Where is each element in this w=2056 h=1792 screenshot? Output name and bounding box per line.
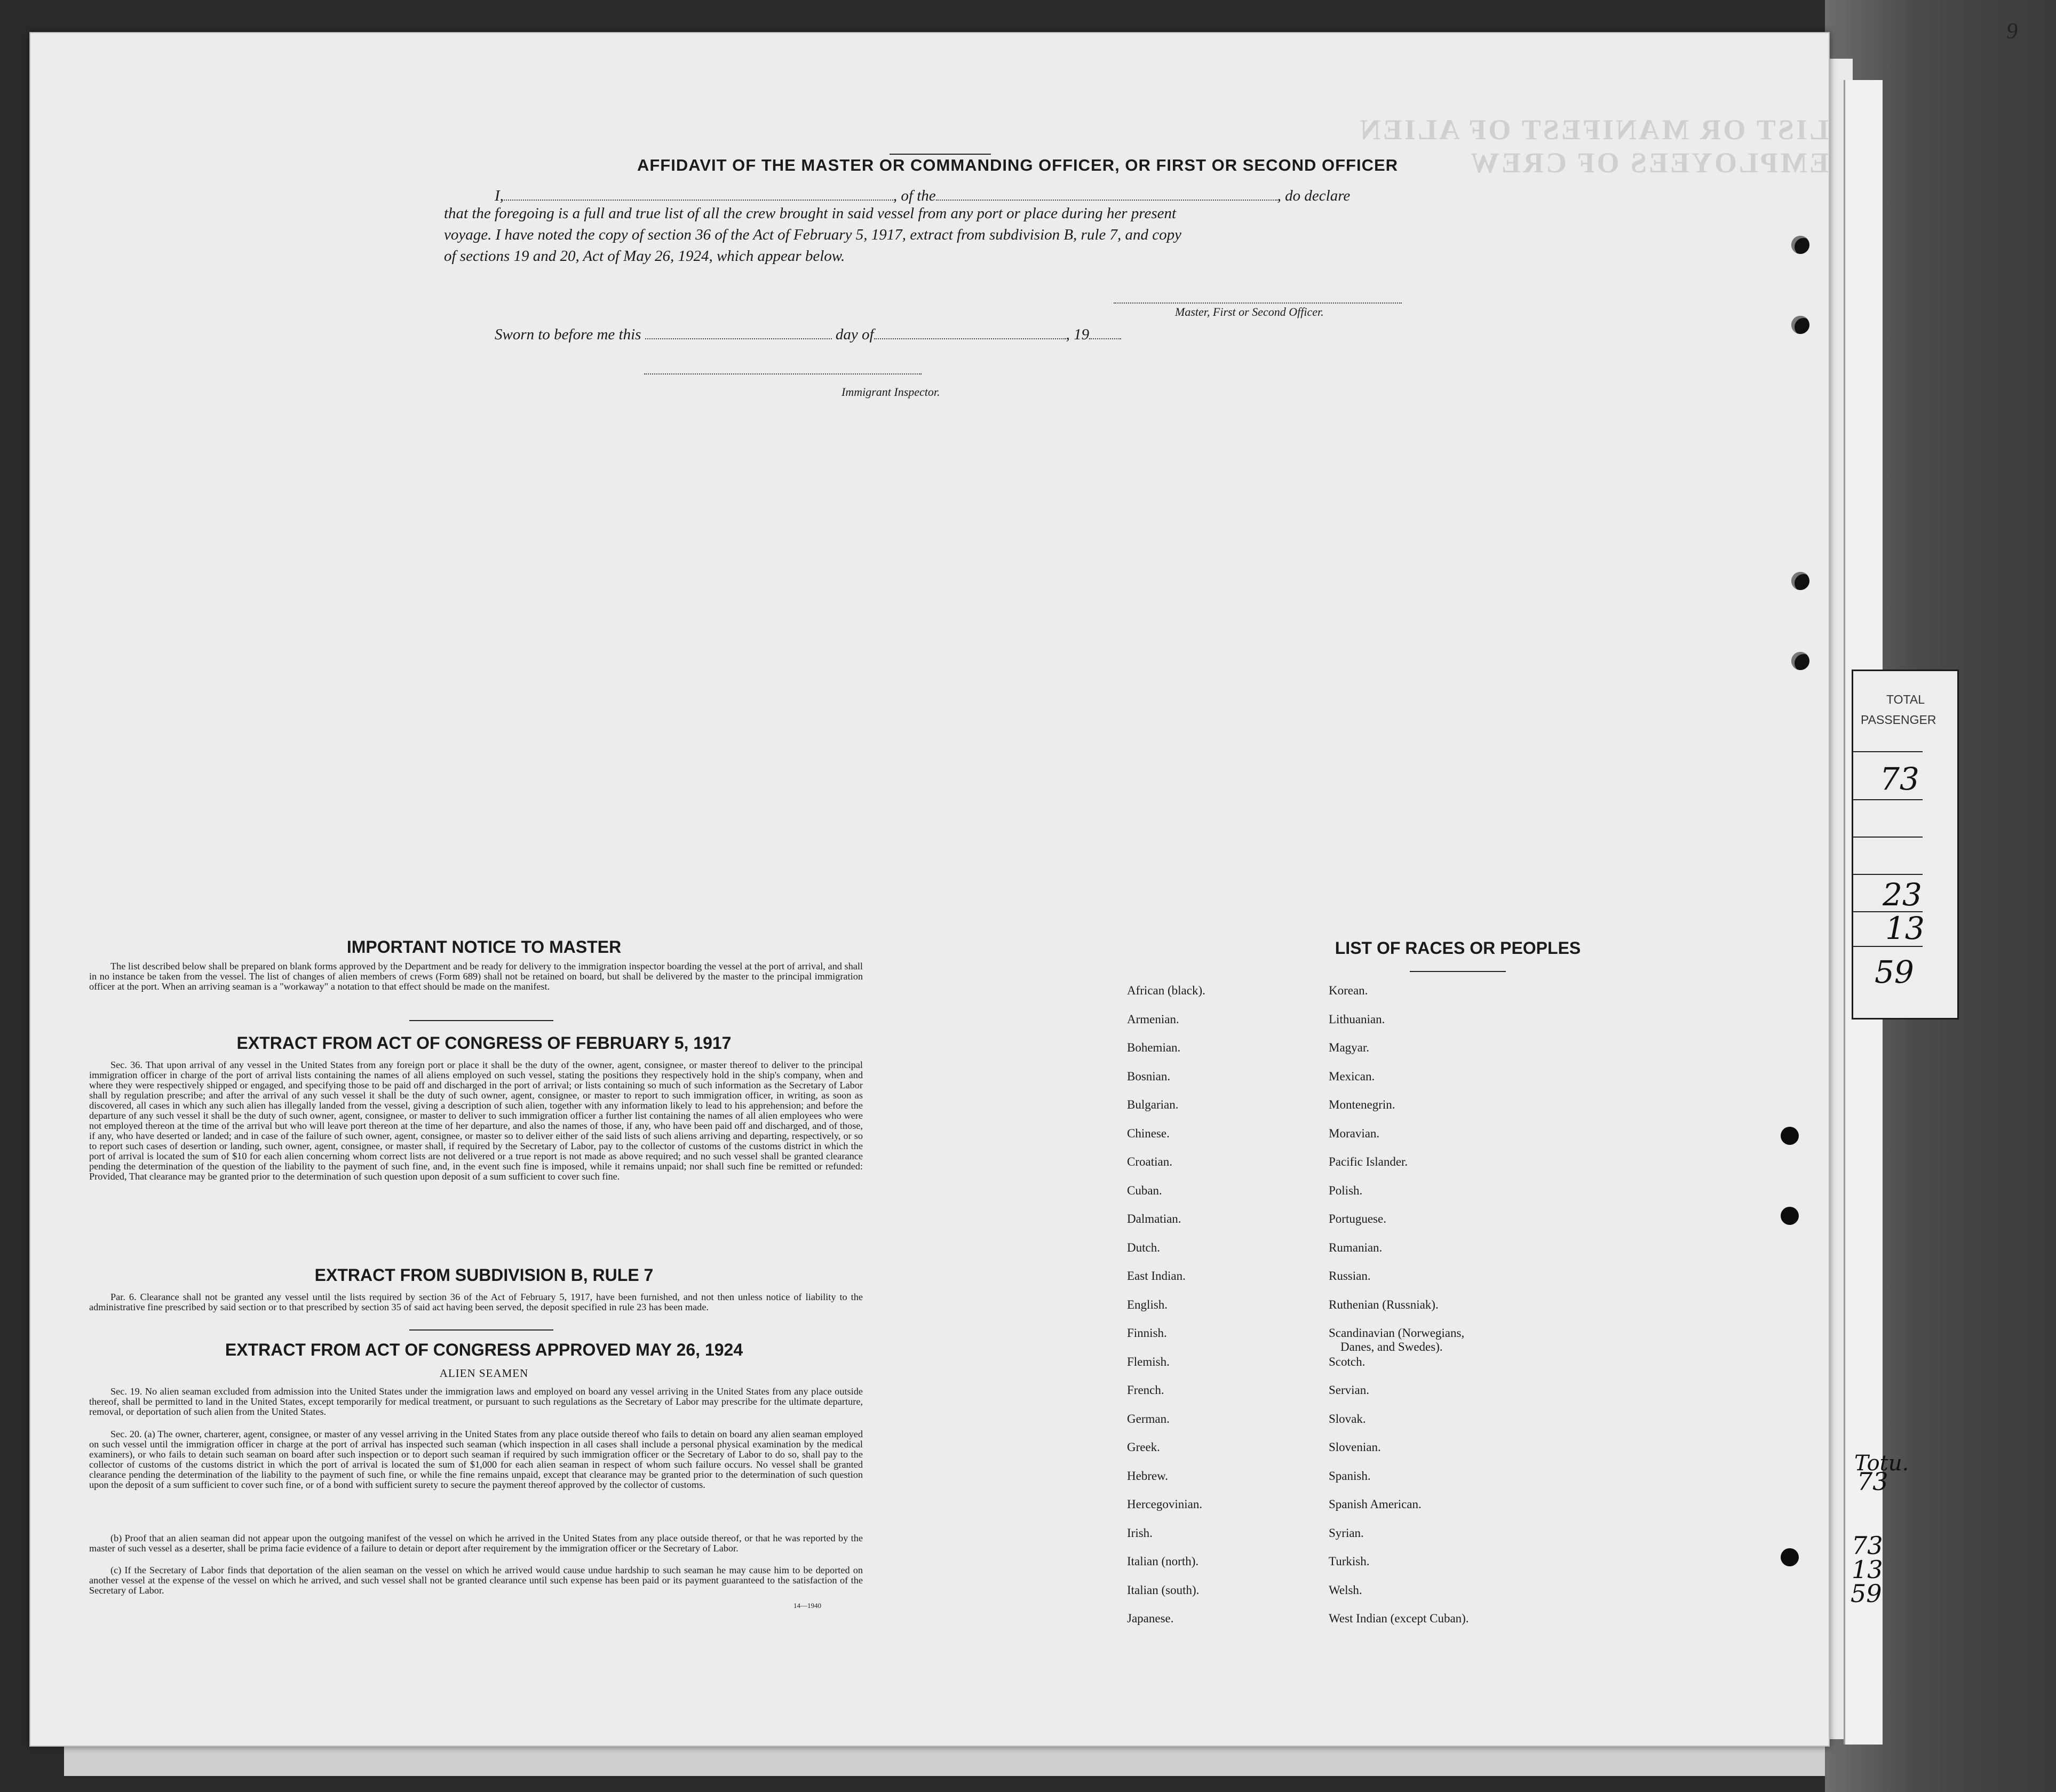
race-item: Slovak.: [1329, 1412, 1366, 1425]
form-number: 14—1940: [793, 1602, 821, 1610]
month-field[interactable]: [874, 322, 1066, 339]
divider: [1853, 799, 1923, 800]
notice-text: The list described below shall be prepared on blank forms approved by the Department and be ready for delivery to the immigration inspector boarding the vessel at the port of arrival, and shall in no instance be taken from the vessel. The list of changes of alien members of crews (Form 689) shall not be retained on board, but shall be delivered by the master to the principal immigration officer at the port. When an arriving seaman is a "workaway" a notation to that effect should be made on the manifest.: [89, 961, 863, 992]
binder-hole: [1791, 652, 1809, 670]
divider: [1853, 751, 1923, 752]
corner-page-mark: 9: [2006, 19, 2018, 44]
binder-hole: [1791, 572, 1809, 590]
document-page: [29, 32, 1830, 1747]
race-item: Finnish.: [1127, 1326, 1167, 1340]
race-item: Spanish American.: [1329, 1498, 1422, 1511]
affidavit-line-1: [495, 184, 1350, 205]
race-item: Scotch.: [1329, 1355, 1366, 1368]
tally-lower-2: 73: [1852, 1531, 1883, 1560]
day-of-label: day of: [835, 326, 874, 343]
notice-title: IMPORTANT NOTICE TO MASTER: [346, 937, 622, 957]
divider: [409, 1020, 553, 1021]
sworn-day-field[interactable]: [645, 322, 832, 339]
sworn-label: Sworn to before me this: [495, 326, 641, 343]
extract-1917-text: Sec. 36. That upon arrival of any vessel in the United States from any foreign port or place it shall be the duty of the owner, agent, consignee, or master thereof to deliver to the principal immigration officer in charge of the port of arrival lists containing the names of all aliens employed on such vessel, stating the positions they respectively hold in the ship's company, when and where they were respectively shipped or engaged, and specifying those to be paid off and discharged in the port of arrival; or lists containing so much of such information as the Secretary of Labor shall by regulation prescribe; and after the arrival of any such vessel it shall be the duty of such owner, agent, consignee, or master to report to such immigration officer, in writing, as soon as discovered, all cases in which any such alien has illegally landed from the vessel, giving a description of such alien, together with any information likely to lead to his apprehension; and before the departure of any such vessel it shall be the duty of such owner, agent, consignee, or master to deliver to such immigration officer a further list containing the names of all alien employees who were not employed thereon at the time of the arrival but who will leave port thereon at the time of her departure, and also the names of those, if any, who have been paid off and discharged, and of those, if any, who have deserted or landed; and in case of the failure of such owner, agent, consignee, or master so to deliver either of the said lists of such aliens arriving and departing, respectively, or so to report such cases of desertion or landing, such owner, agent, consignee, or master shall, if required by the Secretary of Labor, pay to the collector of customs of the customs district in which the port of arrival is located the sum of $10 for each alien concerning whom correct lists are not delivered or a true report is not made as above required; and no such vessel shall be granted clearance pending the determination of the question of the liability to the payment of such fine, and, in the event such fine is imposed, while it remains unpaid; nor shall such fine be remitted or refunded: Provided, That clearance may be granted prior to the determination of such question upon deposit of a sum sufficient to cover such fine.: [89, 1060, 863, 1182]
race-item: African (black).: [1127, 984, 1205, 997]
race-item: Lithuanian.: [1329, 1012, 1385, 1026]
race-item: Magyar.: [1329, 1041, 1370, 1054]
race-item: French.: [1127, 1383, 1164, 1397]
affidavit-line-2: that the foregoing is a full and true list of all the crew brought in said vessel from any port or place during her present: [444, 205, 1177, 222]
race-item: West Indian (except Cuban).: [1329, 1612, 1469, 1625]
sec19-text: Sec. 19. No alien seaman excluded from admission into the United States under the immigration laws and employed on board any vessel arriving in the United States from any place outside thereof, shall be permitted to land in the United States, except temporarily for medical treatment, or pursuant to such regulations as the Secretary of Labor may prescribe for the ultimate departure, removal, or deportation of such alien from the United States.: [89, 1386, 863, 1417]
race-item: Moravian.: [1329, 1126, 1380, 1140]
race-item: Irish.: [1127, 1526, 1153, 1540]
tally-lower-label: Totu.: [1854, 1451, 1909, 1476]
rule7-title: EXTRACT FROM SUBDIVISION B, RULE 7: [314, 1265, 654, 1285]
divider: [1853, 837, 1923, 838]
affidavit-line-4: of sections 19 and 20, Act of May 26, 1924, which appear below.: [444, 248, 845, 265]
race-item: Korean.: [1329, 984, 1368, 997]
tally-header-total: TOTAL: [1886, 692, 1925, 706]
race-item: Ruthenian (Russniak).: [1329, 1297, 1439, 1311]
race-item: Spanish.: [1329, 1469, 1371, 1483]
binder-hole: [1791, 236, 1809, 254]
race-item: Italian (south).: [1127, 1583, 1200, 1597]
race-item: Bulgarian.: [1127, 1098, 1179, 1111]
tally-lower-4: 59: [1851, 1579, 1882, 1608]
divider: [1853, 946, 1923, 947]
race-item: Bosnian.: [1127, 1069, 1171, 1083]
tally-lower-1: 73: [1857, 1467, 1888, 1496]
race-item: Bohemian.: [1127, 1041, 1181, 1054]
race-item: Syrian.: [1329, 1526, 1364, 1540]
rule7-text: Par. 6. Clearance shall not be granted any vessel until the lists required by section 36 of the Act of February 5, 1917, have been furnished, and not then unless notice of liability to the administrative fine prescribed by said section or to that prescribed by section 35 of said act having been served, the deposit specified in rule 23 has been made.: [89, 1292, 863, 1312]
race-item: Japanese.: [1127, 1612, 1174, 1625]
race-item: Hercegovinian.: [1127, 1498, 1203, 1511]
race-item: Montenegrin.: [1329, 1098, 1395, 1111]
tally-card: [1852, 670, 1959, 1020]
race-item: Italian (north).: [1127, 1555, 1199, 1568]
year-label: , 19: [1066, 326, 1090, 343]
bleed-through-text: LIST OR MANIFEST OF ALIEN EMPLOYEES OF CREW: [1358, 114, 1829, 179]
race-item: Hebrew.: [1127, 1469, 1169, 1483]
races-title: LIST OF RACES OR PEOPLES: [1335, 938, 1581, 958]
race-item: Rumanian.: [1329, 1240, 1383, 1254]
sec20c-text: (c) If the Secretary of Labor finds that deportation of the alien seaman on the vessel on which he arrived would cause undue hardship to such seaman he may cause him to be deported on another vessel at the expense of the vessel on which he arrived, and such vessel shall not be granted clearance until such expense has been paid or its payment guaranteed to the satisfaction of the Secretary of Labor.: [89, 1565, 863, 1596]
tally-value-2: 23: [1883, 877, 1922, 913]
sec20a-text: Sec. 20. (a) The owner, charterer, agent, consignee, or master of any vessel arriving in the United States from any place outside thereof who fails to detain on board any alien seaman employed on such vessel until the immigration officer in charge at the port of arrival has inspected such seaman (which inspection in all cases shall include a personal physical examination by the medical examiners), or who fails to detain such seaman on board after such inspection or to deport such seaman if required by such immigration officer or the Secretary of Labor to do so, shall pay to the collector of customs of the customs district in which the port of arrival is located the sum of $1,000 for each alien seaman in respect of whom such failure occurs. No vessel shall be granted clearance pending the determination of the liability to the payment of such fine, or while the fine remains unpaid, except that clearance may be granted prior to the determination of such question upon the deposit of a sum sufficient to cover such fine, or of a bond with sufficient surety to secure the payment thereof approved by the collector of customs.: [89, 1429, 863, 1490]
tally-header-passenger: PASSENGER: [1861, 713, 1936, 727]
sworn-line: [495, 322, 1121, 344]
vessel-field[interactable]: [936, 184, 1277, 201]
race-item: Flemish.: [1127, 1355, 1170, 1368]
race-item: Danes, and Swedes).: [1340, 1340, 1443, 1353]
race-item: Scandinavian (Norwegians,: [1329, 1326, 1465, 1340]
affidavit-of-the-label: , of the: [893, 187, 936, 204]
year-field[interactable]: [1089, 322, 1121, 339]
binder-hole: [1791, 316, 1809, 334]
race-item: Mexican.: [1329, 1069, 1375, 1083]
tally-value-3: 13: [1885, 910, 1925, 946]
tally-value-4: 59: [1875, 954, 1914, 990]
alien-seamen-subtitle: ALIEN SEAMEN: [439, 1367, 529, 1380]
race-item: Greek.: [1127, 1440, 1160, 1454]
extract-1917-title: EXTRACT FROM ACT OF CONGRESS OF FEBRUARY 5, 1917: [236, 1033, 732, 1053]
sec20b-text: (b) Proof that an alien seaman did not appear upon the outgoing manifest of the vessel on which he arrived in the United States from any place outside thereof, or that he was reported by the master of such vessel as a deserter, shall be prima facie evidence of a failure to detain or deport after requirement by the immigration officer or the Secretary of Labor.: [89, 1533, 863, 1554]
inspector-caption: Immigrant Inspector.: [842, 385, 940, 399]
inspector-signature-line[interactable]: [644, 373, 922, 375]
race-item: East Indian.: [1127, 1269, 1186, 1283]
affidavit-i-label: I,: [495, 187, 504, 204]
affidavit-line-3: voyage. I have noted the copy of section 36 of the Act of February 5, 1917, extract from subdivision B, rule 7, and copy: [444, 226, 1182, 243]
binder-hole: [1781, 1207, 1799, 1225]
race-item: Armenian.: [1127, 1012, 1179, 1026]
race-item: Croatian.: [1127, 1155, 1172, 1168]
race-item: Dutch.: [1127, 1240, 1160, 1254]
race-item: Servian.: [1329, 1383, 1370, 1397]
race-item: Chinese.: [1127, 1126, 1170, 1140]
affidavit-title: AFFIDAVIT OF THE MASTER OR COMMANDING OFFICER, OR FIRST OR SECOND OFFICER: [637, 156, 1399, 174]
race-item: Welsh.: [1329, 1583, 1362, 1597]
tally-value-1: 73: [1880, 761, 1919, 797]
race-item: Pacific Islander.: [1329, 1155, 1408, 1168]
race-item: Cuban.: [1127, 1183, 1162, 1197]
race-item: Turkish.: [1329, 1555, 1370, 1568]
affidavit-declare-label: , do declare: [1277, 187, 1351, 204]
divider: [890, 154, 991, 155]
race-item: German.: [1127, 1412, 1170, 1425]
binder-hole: [1781, 1548, 1799, 1566]
name-field[interactable]: [504, 184, 893, 201]
extract-1924-title: EXTRACT FROM ACT OF CONGRESS APPROVED MAY 26, 1924: [225, 1340, 743, 1359]
master-signature-line[interactable]: [1114, 302, 1402, 304]
master-caption: Master, First or Second Officer.: [1175, 305, 1324, 318]
race-item: Dalmatian.: [1127, 1212, 1181, 1225]
race-item: English.: [1127, 1297, 1168, 1311]
race-item: Slovenian.: [1329, 1440, 1381, 1454]
tally-lower-3: 13: [1852, 1555, 1883, 1584]
divider: [1853, 874, 1923, 875]
divider: [1410, 971, 1506, 972]
race-item: Portuguese.: [1329, 1212, 1386, 1225]
race-item: Russian.: [1329, 1269, 1371, 1283]
binder-hole: [1781, 1127, 1799, 1145]
race-item: Polish.: [1329, 1183, 1363, 1197]
divider: [409, 1329, 553, 1331]
